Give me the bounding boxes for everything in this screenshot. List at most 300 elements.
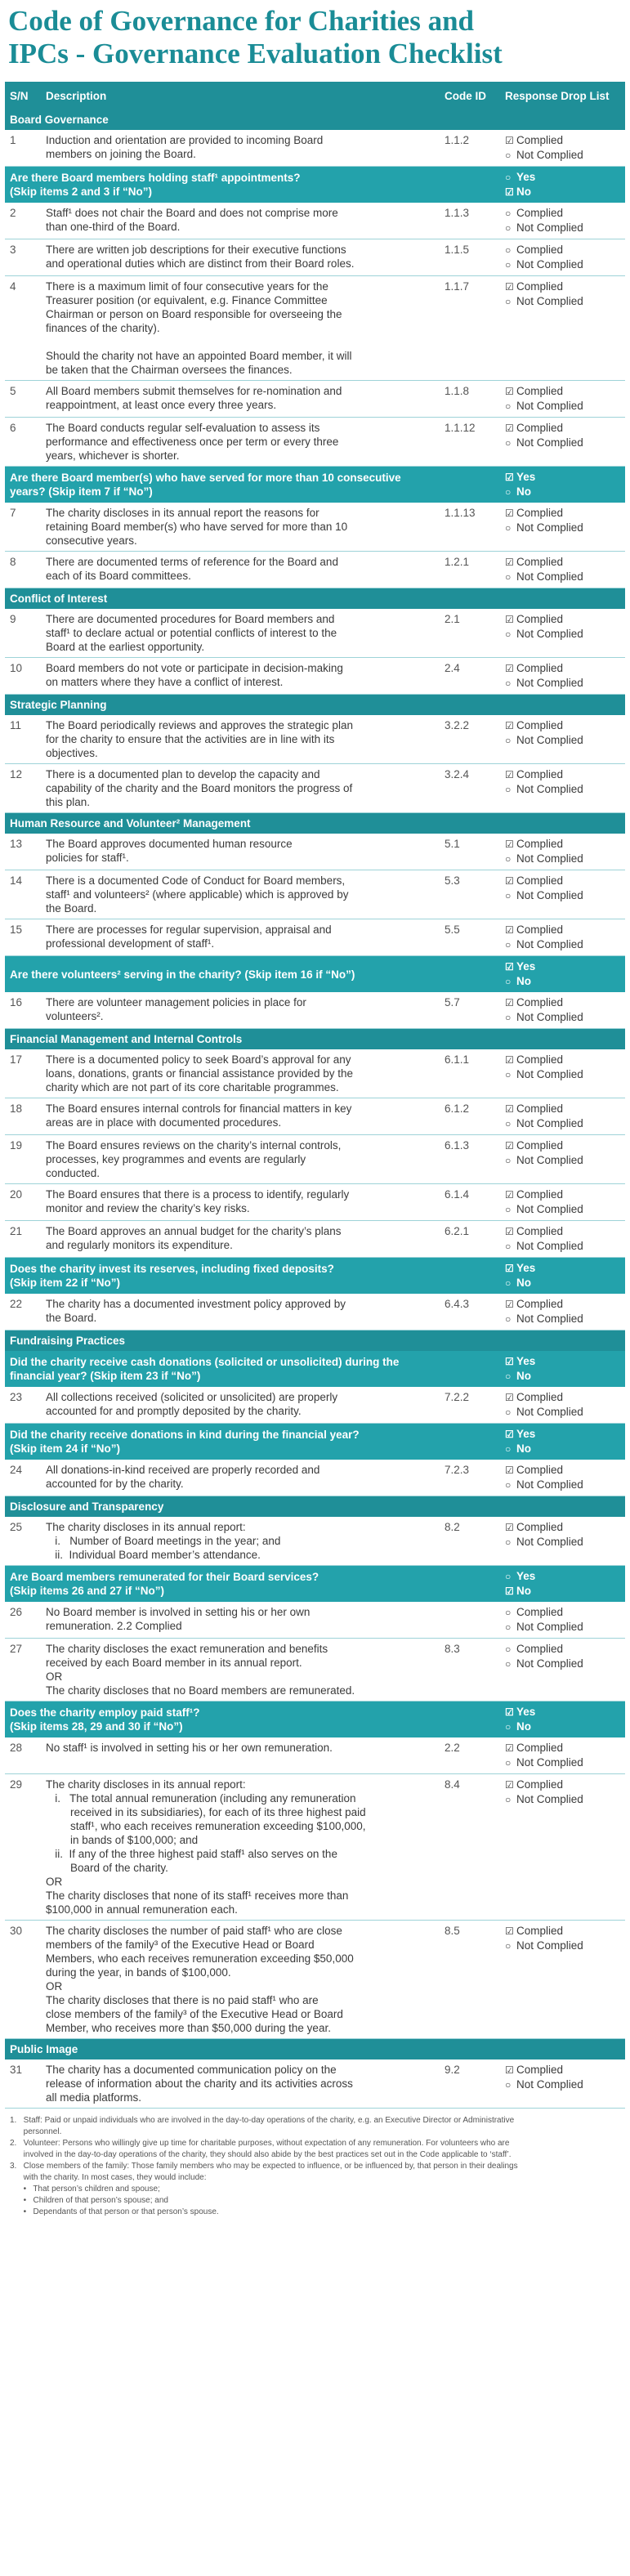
description-line: financial year? (Skip item 23 if “No”) (10, 1370, 201, 1382)
response-option[interactable] (505, 1720, 620, 1734)
response-option[interactable] (505, 1239, 620, 1254)
item-description (41, 1294, 440, 1330)
description-line: conducted. (46, 1167, 101, 1179)
check-box-icon: ☑ (505, 1226, 514, 1237)
item-description (41, 1774, 440, 1921)
response-option[interactable] (505, 1153, 620, 1168)
response-option[interactable] (505, 521, 620, 535)
response-options (500, 1387, 625, 1424)
question-row (5, 1702, 625, 1738)
question-row (5, 167, 625, 203)
description-line: OR (46, 1980, 63, 1992)
response-option[interactable] (505, 2063, 620, 2077)
response-option[interactable] (505, 1520, 620, 1535)
response-option[interactable] (505, 782, 620, 797)
response-options (500, 1566, 625, 1603)
description-line: There are processes for regular supervision, appraisal and (46, 924, 332, 936)
response-option[interactable] (505, 570, 620, 584)
description-line: The charity discloses that there is no paid staff¹ who are (46, 1994, 319, 2006)
item-description (41, 1639, 440, 1702)
response-option-label: Yes (516, 1262, 536, 1274)
response-options (500, 1460, 625, 1496)
response-option[interactable] (505, 1405, 620, 1420)
response-options (500, 1184, 625, 1221)
response-option-label: Complied (516, 2064, 564, 2076)
radio-circle-icon: ○ (505, 296, 512, 307)
section-row (5, 813, 625, 834)
response-options (500, 992, 625, 1029)
response-option-label: Not Complied (516, 677, 583, 689)
response-option[interactable] (505, 837, 620, 852)
response-option[interactable] (505, 206, 620, 221)
question-text (5, 1424, 500, 1460)
response-option-label: Complied (516, 207, 564, 219)
response-option[interactable] (505, 888, 620, 903)
response-option-label: Yes (516, 1355, 536, 1367)
description-line: Chairman or person on Board responsible for overseeing the (46, 308, 342, 320)
description-line: There are documented terms of reference for the Board and (46, 556, 338, 568)
response-options (500, 276, 625, 381)
check-box-icon: ☑ (505, 386, 514, 397)
response-option[interactable] (505, 148, 620, 163)
response-option[interactable] (505, 1778, 620, 1792)
description-line (46, 335, 435, 349)
response-option[interactable] (505, 1427, 620, 1442)
description-line: The charity discloses the number of paid staff¹ who are close (46, 1925, 342, 1937)
section-row (5, 1496, 625, 1518)
item-code-id: 3.2.2 (440, 715, 500, 764)
question-row (5, 467, 625, 503)
table-row (5, 919, 625, 956)
item-sn: 7 (5, 503, 41, 552)
item-sn: 22 (5, 1294, 41, 1330)
response-option[interactable] (505, 436, 620, 450)
header-response: Response Drop List (500, 82, 625, 110)
item-code-id: 5.5 (440, 919, 500, 956)
check-box-icon: ☑ (505, 1140, 514, 1152)
response-option-label: No (516, 1442, 531, 1455)
check-box-icon: ☑ (505, 1522, 514, 1533)
item-code-id: 1.1.12 (440, 418, 500, 467)
response-option[interactable] (505, 257, 620, 272)
description-line: The Board ensures that there is a process to identify, regularly (46, 1188, 350, 1201)
response-options (500, 870, 625, 919)
response-option[interactable] (505, 243, 620, 257)
response-option[interactable] (505, 995, 620, 1010)
response-option-label: Complied (516, 1188, 564, 1201)
response-option-label: Yes (516, 960, 536, 973)
response-options (500, 2059, 625, 2109)
item-code-id: 6.1.4 (440, 1184, 500, 1221)
footnote-line: involved in the day-to-day operations of the charity, they should also abide by the best practices set out in the Code applicable to ‘staff’. (10, 2150, 512, 2159)
section-row (5, 2039, 625, 2060)
checklist-table (5, 82, 625, 2109)
radio-circle-icon: ○ (505, 1313, 512, 1325)
response-option[interactable] (505, 1939, 620, 1953)
check-box-icon: ☑ (505, 2064, 514, 2076)
response-option[interactable] (505, 1312, 620, 1326)
response-option[interactable] (505, 1116, 620, 1131)
question-row (5, 1566, 625, 1603)
check-box-icon: ☑ (505, 186, 514, 198)
response-options (500, 1774, 625, 1921)
response-option[interactable] (505, 170, 620, 185)
description-line: There are written job descriptions for their executive functions (46, 244, 346, 256)
section-row (5, 1029, 625, 1050)
table-body (5, 110, 625, 2109)
response-option[interactable] (505, 1605, 620, 1620)
item-sn: 17 (5, 1049, 41, 1098)
response-option[interactable] (505, 1705, 620, 1720)
item-code-id: 1.1.3 (440, 203, 500, 239)
item-sn: 25 (5, 1517, 41, 1566)
response-option-label: Complied (516, 1643, 564, 1655)
response-option-label: Not Complied (516, 570, 583, 583)
check-box-icon: ☑ (505, 423, 514, 434)
response-option[interactable] (505, 2077, 620, 2092)
response-option[interactable] (505, 937, 620, 952)
response-option-label: Not Complied (516, 1478, 583, 1491)
response-option[interactable] (505, 1755, 620, 1770)
footnote-line: 1. Staff: Paid or unpaid individuals who are involved in the day-to-day operations of the charity, e.g. an Executive Director or Administrative (10, 2116, 515, 2125)
item-code-id: 6.1.2 (440, 1098, 500, 1135)
response-options (500, 956, 625, 993)
check-box-icon: ☑ (505, 1585, 514, 1597)
table-row (5, 992, 625, 1029)
item-sn: 19 (5, 1135, 41, 1184)
item-code-id: 6.4.3 (440, 1294, 500, 1330)
check-box-icon: ☑ (505, 1263, 514, 1274)
response-option-label: Not Complied (516, 1240, 583, 1252)
response-option[interactable] (505, 185, 620, 199)
response-option[interactable] (505, 1010, 620, 1025)
item-code-id: 6.1.1 (440, 1049, 500, 1098)
section-row (5, 588, 625, 610)
section-title: Fundraising Practices (5, 1330, 625, 1352)
item-code-id: 1.1.5 (440, 239, 500, 276)
response-options (500, 1098, 625, 1135)
table-header-row (5, 82, 625, 110)
response-option[interactable] (505, 676, 620, 691)
radio-circle-icon: ○ (505, 853, 512, 865)
description-line: members of the family³ of the Executive Head or Board (46, 1939, 315, 1951)
check-box-icon: ☑ (505, 1779, 514, 1791)
description-line: The charity discloses that no Board members are remunerated. (46, 1684, 355, 1697)
item-code-id: 5.1 (440, 834, 500, 870)
description-line: Board members do not vote or participate in decision-making (46, 662, 343, 674)
footnote-line: • Children of that person’s spouse; and (10, 2196, 168, 2205)
item-description (41, 1098, 440, 1135)
response-option[interactable] (505, 959, 620, 974)
check-box-icon: ☑ (505, 1356, 514, 1367)
description-line: The Board ensures reviews on the charity’s internal controls, (46, 1139, 342, 1152)
response-option[interactable] (505, 555, 620, 570)
check-box-icon: ☑ (505, 720, 514, 731)
response-option-label: Complied (516, 422, 564, 434)
section-row (5, 695, 625, 716)
radio-circle-icon: ○ (505, 1536, 512, 1548)
description-line: close members of the family³ of the Executive Head or Board (46, 2008, 343, 2020)
table-row (5, 1921, 625, 2039)
response-option[interactable] (505, 1584, 620, 1599)
item-code-id: 8.3 (440, 1639, 500, 1702)
item-description (41, 834, 440, 870)
description-line: release of information about the charity and its activities across (46, 2077, 353, 2090)
response-option[interactable] (505, 1224, 620, 1239)
item-description (41, 418, 440, 467)
response-option-label: Not Complied (516, 1203, 583, 1215)
description-line: than one-third of the Board. (46, 221, 181, 233)
response-option[interactable] (505, 1535, 620, 1550)
footnote-line: personnel. (10, 2127, 62, 2136)
question-row (5, 1424, 625, 1460)
response-option[interactable] (505, 294, 620, 309)
radio-circle-icon: ○ (505, 1407, 512, 1418)
response-option[interactable] (505, 923, 620, 937)
footnotes (5, 2109, 625, 2217)
description-line: staff¹, who each receives remuneration exceeding $100,000, (46, 1820, 366, 1832)
response-option[interactable] (505, 1053, 620, 1067)
response-options (500, 1258, 625, 1295)
item-description (41, 552, 440, 588)
check-box-icon: ☑ (505, 508, 514, 519)
table-row (5, 1460, 625, 1496)
item-description (41, 609, 440, 658)
response-option[interactable] (505, 733, 620, 748)
description-line: The charity discloses in its annual report the reasons for (46, 507, 319, 519)
item-sn: 12 (5, 764, 41, 813)
response-option[interactable] (505, 661, 620, 676)
table-row (5, 130, 625, 167)
response-option[interactable] (505, 1187, 620, 1202)
item-code-id: 6.1.3 (440, 1135, 500, 1184)
description-line: and regularly monitors its expenditure. (46, 1239, 233, 1251)
table-row (5, 1221, 625, 1258)
table-row (5, 1774, 625, 1921)
description-line: Staff¹ does not chair the Board and does not comprise more (46, 207, 338, 219)
response-option[interactable] (505, 280, 620, 294)
description-line: All donations-in-kind received are properly recorded and (46, 1464, 320, 1476)
item-description (41, 1184, 440, 1221)
response-option[interactable] (505, 1569, 620, 1584)
item-description (41, 503, 440, 552)
description-line: objectives. (46, 747, 98, 759)
item-sn: 8 (5, 552, 41, 588)
item-sn: 3 (5, 239, 41, 276)
response-options (500, 1135, 625, 1184)
check-box-icon: ☑ (505, 135, 514, 146)
response-option-label: Yes (516, 171, 536, 183)
description-line: Treasurer position (or equivalent, e.g. Finance Committee (46, 294, 328, 306)
response-option-label: Not Complied (516, 258, 583, 271)
response-option[interactable] (505, 1620, 620, 1635)
check-box-icon: ☑ (505, 924, 514, 936)
item-code-id: 8.5 (440, 1921, 500, 2039)
item-sn: 14 (5, 870, 41, 919)
radio-circle-icon: ○ (505, 2079, 512, 2091)
response-options (500, 1602, 625, 1639)
response-option-label: Complied (516, 1102, 564, 1115)
radio-circle-icon: ○ (505, 172, 512, 183)
item-code-id: 2.4 (440, 658, 500, 695)
description-line: There are volunteer management policies in place for (46, 996, 306, 1008)
radio-circle-icon: ○ (505, 628, 512, 640)
response-option[interactable] (505, 1261, 620, 1276)
response-option[interactable] (505, 1478, 620, 1492)
check-box-icon: ☑ (505, 1925, 514, 1937)
response-option[interactable] (505, 506, 620, 521)
item-code-id: 1.2.1 (440, 552, 500, 588)
response-option-label: Not Complied (516, 783, 583, 795)
item-description (41, 715, 440, 764)
response-option[interactable] (505, 470, 620, 485)
response-options (500, 552, 625, 588)
response-option[interactable] (505, 1924, 620, 1939)
table-row (5, 552, 625, 588)
description-line: No staff¹ is involved in setting his or her own remuneration. (46, 1742, 333, 1754)
response-option-label: No (516, 975, 531, 987)
response-option-label: Complied (516, 1742, 564, 1754)
response-option[interactable] (505, 627, 620, 642)
response-option-label: No (516, 485, 531, 498)
description-line: Are there Board members holding staff¹ appointments? (10, 172, 301, 184)
response-option[interactable] (505, 1102, 620, 1116)
response-option[interactable] (505, 1792, 620, 1807)
radio-circle-icon: ○ (505, 571, 512, 583)
response-option-label: Not Complied (516, 852, 583, 865)
response-option[interactable] (505, 852, 620, 866)
response-option-label: No (516, 1585, 531, 1597)
response-option-label: Not Complied (516, 1939, 583, 1952)
response-option[interactable] (505, 1067, 620, 1082)
response-option[interactable] (505, 1297, 620, 1312)
response-option[interactable] (505, 1138, 620, 1153)
description-line: in bands of $100,000; and (46, 1834, 199, 1846)
response-options (500, 1702, 625, 1738)
item-code-id: 5.7 (440, 992, 500, 1029)
table-row (5, 658, 625, 695)
item-description (41, 381, 440, 418)
description-line: on matters where they have a conflict of interest. (46, 676, 284, 688)
response-option-label: Complied (516, 556, 564, 568)
response-option-label: Yes (516, 1706, 536, 1718)
section-title: Board Governance (5, 110, 625, 130)
response-option[interactable] (505, 1642, 620, 1657)
response-option-label: Complied (516, 385, 564, 397)
response-option-label: Complied (516, 613, 564, 625)
description-line: Board of the charity. (46, 1862, 168, 1874)
question-text (5, 1566, 500, 1603)
check-box-icon: ☑ (505, 1189, 514, 1201)
response-options (500, 1737, 625, 1774)
description-line: performance and effectiveness once per term or every three (46, 436, 339, 448)
item-description (41, 1921, 440, 2039)
description-line: There is a maximum limit of four consecutive years for the (46, 280, 328, 293)
response-option[interactable] (505, 1354, 620, 1369)
description-line: during the year, in bands of $100,000. (46, 1966, 231, 1979)
response-option[interactable] (505, 1202, 620, 1217)
radio-circle-icon: ○ (505, 1479, 512, 1491)
response-option[interactable] (505, 1390, 620, 1405)
description-line: staff¹ to declare actual or potential conflicts of interest to the (46, 627, 337, 639)
description-line: i. The total annual remuneration (including any remuneration (46, 1792, 356, 1805)
table-row (5, 203, 625, 239)
section-title: Financial Management and Internal Controls (5, 1029, 625, 1050)
description-line: ii. Individual Board member’s attendance. (46, 1549, 261, 1561)
response-option[interactable] (505, 612, 620, 627)
item-sn: 6 (5, 418, 41, 467)
table-row (5, 1517, 625, 1566)
description-line: Induction and orientation are provided to incoming Board (46, 134, 324, 146)
item-code-id: 7.2.3 (440, 1460, 500, 1496)
check-box-icon: ☑ (505, 1103, 514, 1115)
section-row (5, 1330, 625, 1352)
response-options (500, 1921, 625, 2039)
description-line: the Board. (46, 902, 97, 915)
item-description (41, 919, 440, 956)
response-option[interactable] (505, 485, 620, 499)
response-option-label: Complied (516, 244, 564, 256)
table-row (5, 1737, 625, 1774)
description-line: monitor and review the charity’s key risks. (46, 1202, 250, 1214)
response-option-label: Complied (516, 1391, 564, 1403)
response-option[interactable] (505, 1369, 620, 1384)
response-option[interactable] (505, 974, 620, 989)
response-option[interactable] (505, 1442, 620, 1456)
radio-circle-icon: ○ (505, 259, 512, 271)
item-description (41, 130, 440, 167)
footnote-line: • Dependants of that person or that person’s spouse. (10, 2207, 219, 2216)
response-option[interactable] (505, 1741, 620, 1755)
item-description (41, 1135, 440, 1184)
footnote-line: • That person’s children and spouse; (10, 2185, 160, 2194)
description-line: Members, who each receives remuneration exceeding $50,000 (46, 1952, 354, 1965)
description-line: for the charity to ensure that the activities are in line with its (46, 733, 335, 745)
response-option[interactable] (505, 384, 620, 399)
response-option-label: Not Complied (516, 1657, 583, 1670)
response-option-label: Complied (516, 1225, 564, 1237)
radio-circle-icon: ○ (505, 1658, 512, 1670)
footnote-line: 3. Close members of the family: Those family members who may be expected to influence, or be influenced by, that person in their dealings (10, 2162, 518, 2171)
response-option[interactable] (505, 1276, 620, 1290)
description-line: Does the charity employ paid staff¹? (10, 1706, 200, 1719)
description-line: volunteers². (46, 1010, 104, 1022)
item-sn: 26 (5, 1602, 41, 1639)
description-line: accounted for and promptly deposited by the charity. (46, 1405, 302, 1417)
response-option-label: Not Complied (516, 1068, 583, 1080)
description-line: finances of the charity). (46, 322, 160, 334)
response-option[interactable] (505, 874, 620, 888)
item-sn: 2 (5, 203, 41, 239)
response-option[interactable] (505, 767, 620, 782)
section-row (5, 110, 625, 130)
response-option[interactable] (505, 1463, 620, 1478)
response-option-label: Complied (516, 134, 564, 146)
description-line: (Skip item 22 if “No”) (10, 1277, 121, 1289)
response-option[interactable] (505, 133, 620, 148)
check-box-icon: ☑ (505, 1299, 514, 1310)
response-option[interactable] (505, 1657, 620, 1671)
response-option[interactable] (505, 399, 620, 414)
response-option[interactable] (505, 718, 620, 733)
response-option-label: Complied (516, 662, 564, 674)
section-title: Conflict of Interest (5, 588, 625, 610)
response-options (500, 1517, 625, 1566)
table-row (5, 1387, 625, 1424)
description-line: The charity discloses the exact remuneration and benefits (46, 1643, 328, 1655)
response-option[interactable] (505, 221, 620, 235)
response-option[interactable] (505, 421, 620, 436)
